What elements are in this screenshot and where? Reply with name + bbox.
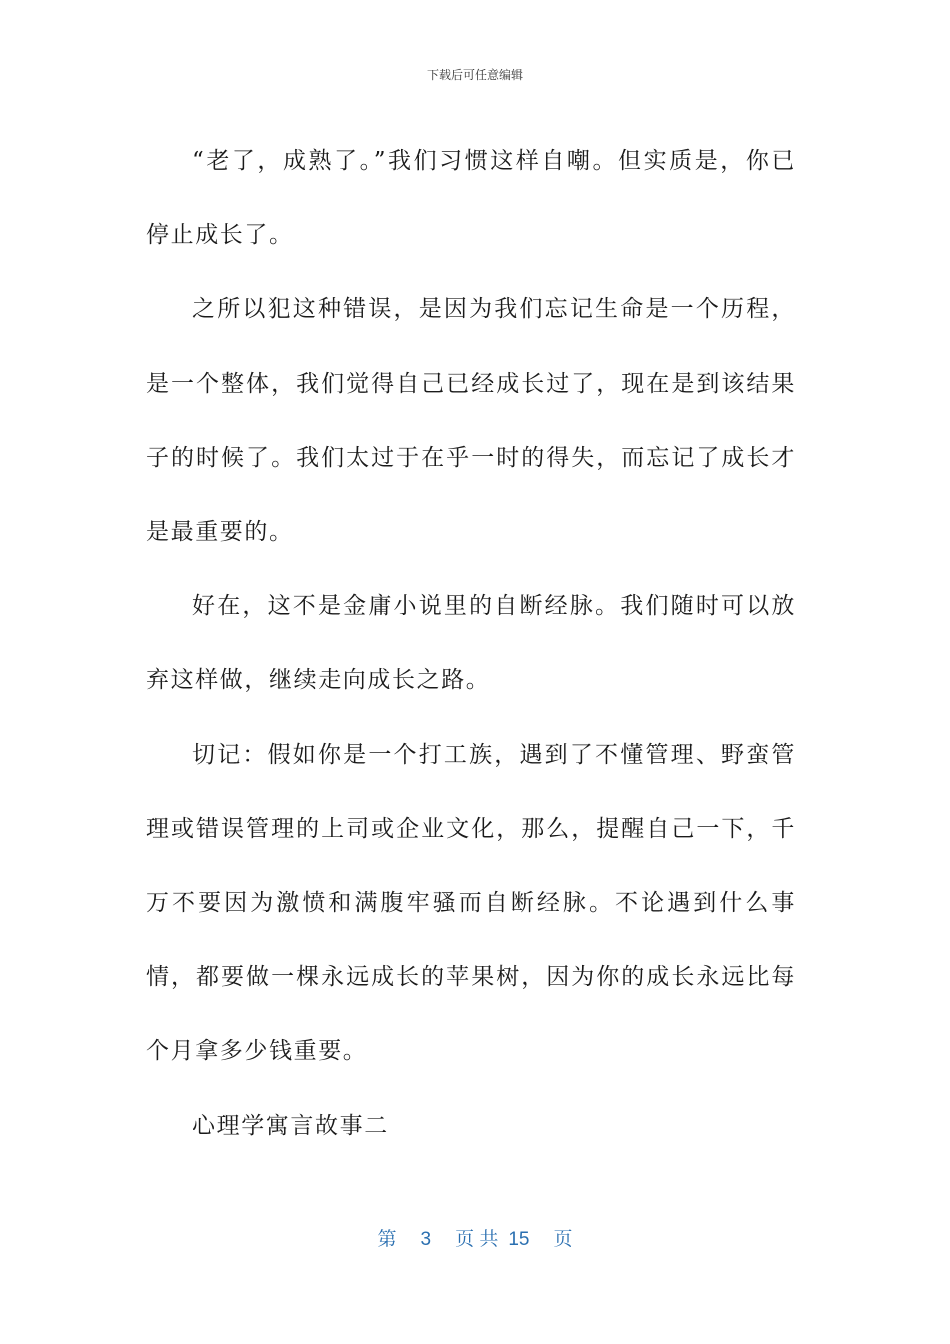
body-text <box>146 124 796 1163</box>
header-note: 下载后可任意编辑 <box>426 68 523 82</box>
footer-page-number: 3 <box>420 1229 432 1250</box>
footer-suffix: 页 <box>553 1229 573 1250</box>
page-footer <box>0 1224 950 1251</box>
paragraph-1: “老了，成熟了。”我们习惯这样自嘲。但实质是，你已停止成长了。 <box>146 148 796 249</box>
footer-total-pages: 15 <box>508 1229 530 1250</box>
footer-middle: 页 共 <box>455 1229 499 1250</box>
paragraph-4: 切记：假如你是一个打工族，遇到了不懂管理、野蛮管理或错误管理的上司或企业文化，那么，提醒自己一下，千万不要因为激愤和满腹牢骚而自断经脉。不论遇到什么事情，都要做一棵永远成长的苹果树，因为你的成长永远比每个月拿多少钱重要。 <box>146 741 796 1065</box>
section-heading: 心理学寓言故事二 <box>192 1112 389 1139</box>
paragraph-2: 之所以犯这种错误，是因为我们忘记生命是一个历程，是一个整体，我们觉得自己已经成长过了，现在是到该结果子的时候了。我们太过于在乎一时的得失，而忘记了成长才是最重要的。 <box>146 296 796 546</box>
paragraph-3: 好在，这不是金庸小说里的自断经脉。我们随时可以放弃这样做，继续走向成长之路。 <box>146 593 796 694</box>
footer-prefix: 第 <box>377 1229 397 1250</box>
